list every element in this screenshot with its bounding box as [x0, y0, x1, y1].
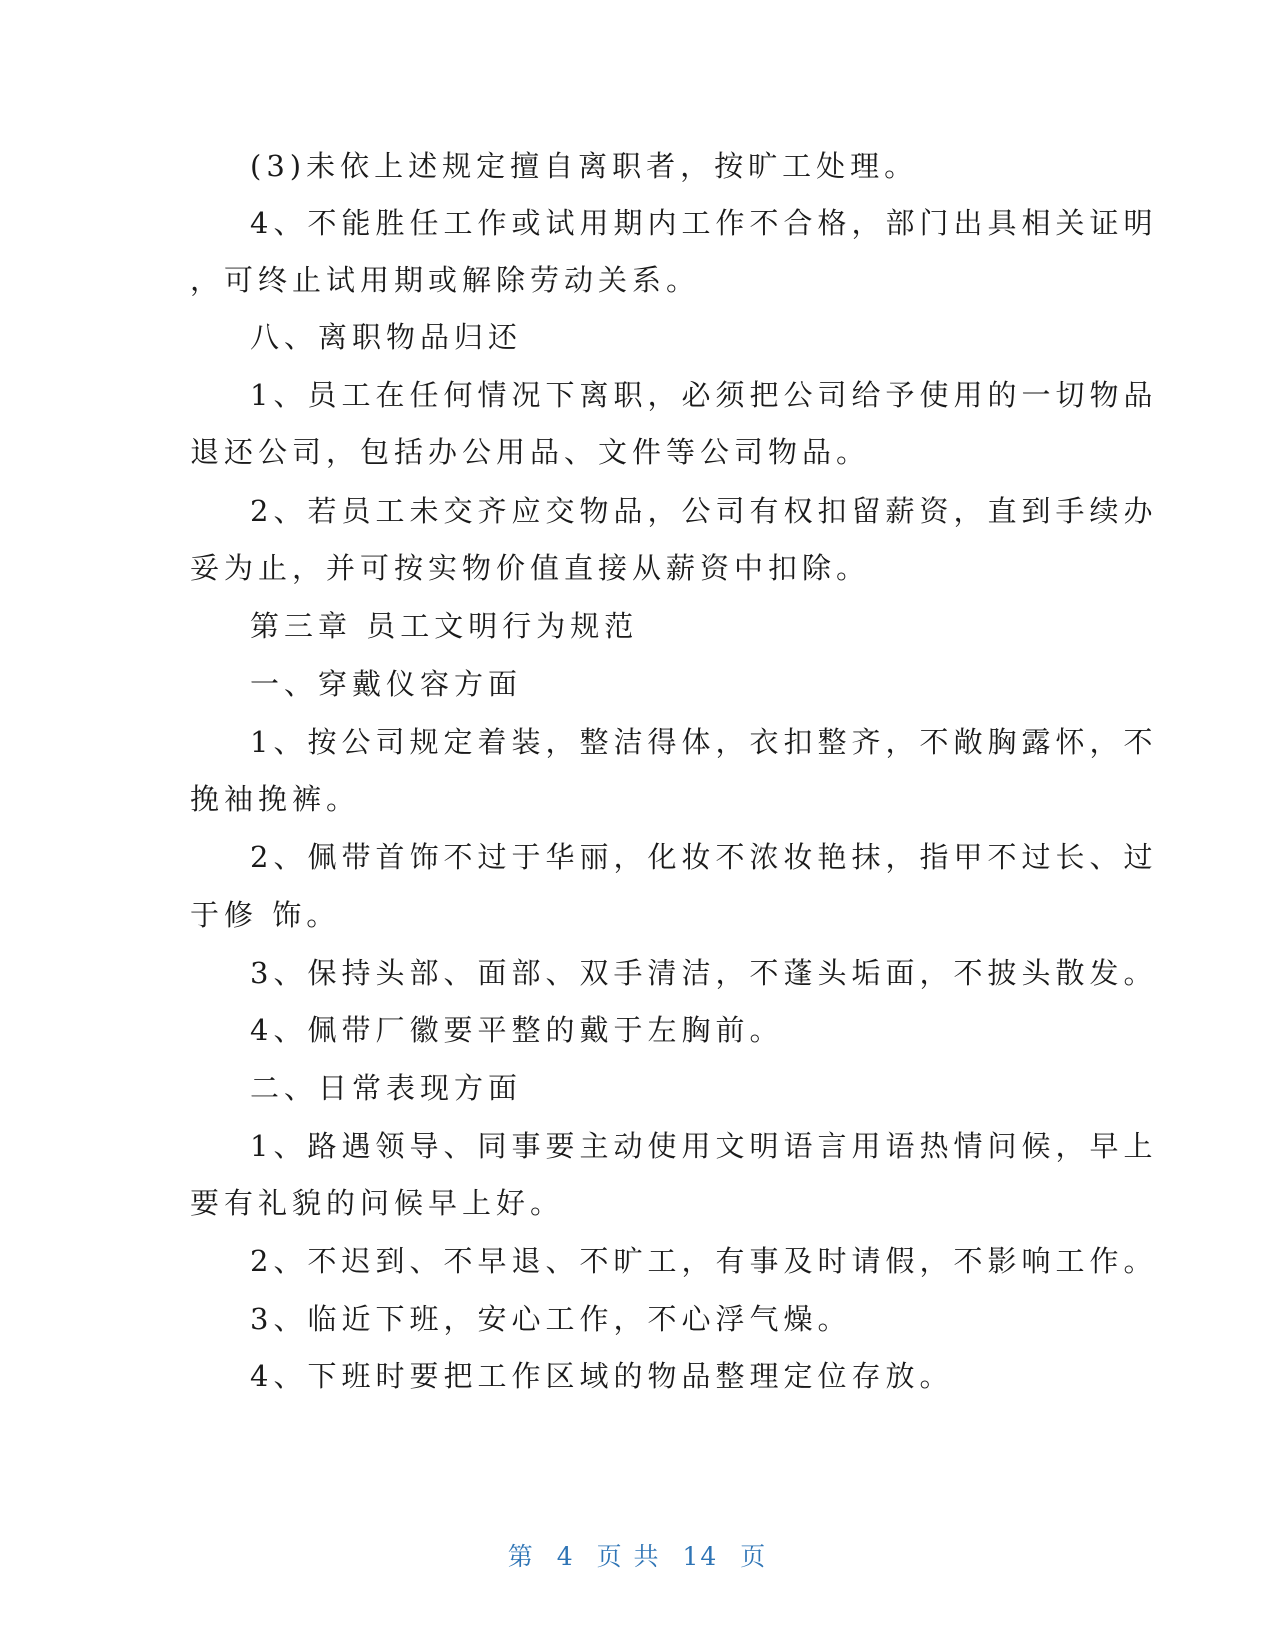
paragraph-line: 1、按公司规定着装，整洁得体，衣扣整齐，不敞胸露怀，不	[250, 725, 1158, 759]
section-heading: 八、离职物品归还	[250, 320, 523, 354]
paragraph-line: (3)未依上述规定擅自离职者，按旷工处理。	[250, 149, 919, 183]
footer-middle: 页 共	[596, 1542, 661, 1571]
paragraph-line: 妥为止，并可按实物价值直接从薪资中扣除。	[190, 551, 871, 585]
chapter-heading: 第三章 员工文明行为规范	[250, 609, 639, 643]
paragraph-line: 于修 饰。	[190, 898, 341, 932]
paragraph-line: 4、佩带厂徽要平整的戴于左胸前。	[250, 1013, 784, 1047]
paragraph-line: 退还公司，包括办公用品、文件等公司物品。	[190, 435, 871, 469]
paragraph-line: 2、佩带首饰不过于华丽，化妆不浓妆艳抹，指甲不过长、过	[250, 840, 1158, 874]
paragraph-line: 3、临近下班，安心工作，不心浮气燥。	[250, 1302, 852, 1336]
paragraph-line: 要有礼貌的问候早上好。	[190, 1186, 565, 1220]
paragraph-line: 1、路遇领导、同事要主动使用文明语言用语热情问候，早上	[250, 1129, 1158, 1163]
paragraph-line: ，可终止试用期或解除劳动关系。	[190, 263, 701, 297]
total-pages-number: 14	[682, 1542, 719, 1571]
paragraph-line: 3、保持头部、面部、双手清洁，不蓬头垢面，不披头散发。	[250, 956, 1158, 990]
current-page-number: 4	[556, 1542, 575, 1571]
footer-prefix: 第	[507, 1542, 535, 1571]
paragraph-line: 1、员工在任何情况下离职，必须把公司给予使用的一切物品	[250, 378, 1158, 412]
section-heading: 一、穿戴仪容方面	[250, 667, 523, 701]
paragraph-line: 2、若员工未交齐应交物品，公司有权扣留薪资，直到手续办	[250, 494, 1158, 528]
footer-suffix: 页	[740, 1542, 768, 1571]
section-heading: 二、日常表现方面	[250, 1071, 523, 1105]
paragraph-line: 2、不迟到、不早退、不旷工，有事及时请假，不影响工作。	[250, 1244, 1158, 1278]
paragraph-line: 4、下班时要把工作区域的物品整理定位存放。	[250, 1359, 954, 1393]
paragraph-line: 4、不能胜任工作或试用期内工作不合格，部门出具相关证明	[250, 206, 1158, 240]
page-footer	[0, 1540, 1275, 1574]
paragraph-line: 挽袖挽裤。	[190, 782, 361, 816]
